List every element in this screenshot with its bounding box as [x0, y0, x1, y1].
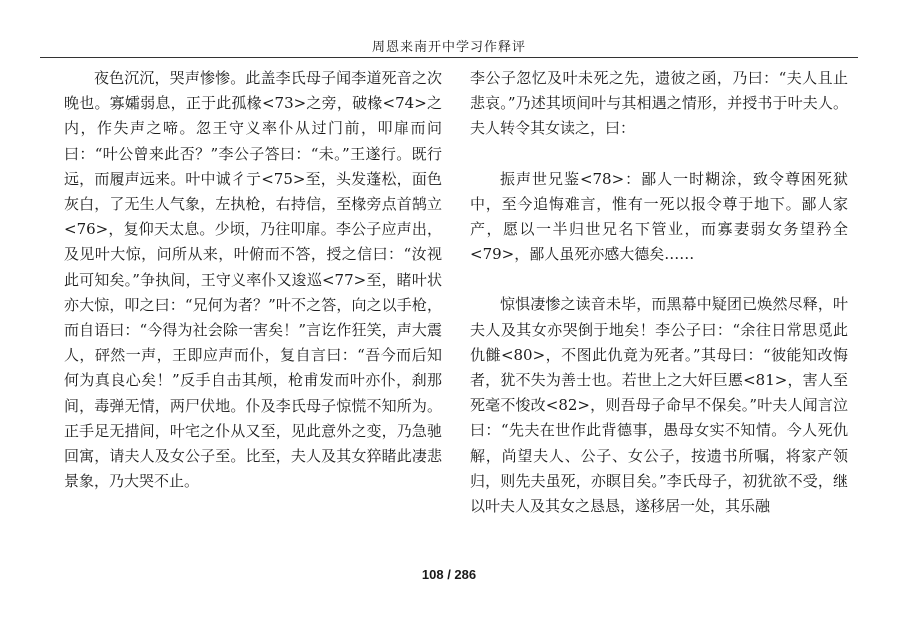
- continued-paragraph: 李公子忽忆及叶未死之先，遗彼之函，乃曰：“夫人且止悲哀。”乃述其顷间叶与其相遇之情形，并授书于叶夫人。夫人转令其女读之，曰：: [470, 69, 848, 138]
- header-rule: [40, 57, 858, 58]
- right-column: [470, 66, 848, 519]
- letter-paragraph: 振声世兄鉴<78>：鄙人一时糊涂，致令尊困死狱中，至今追悔难言，惟有一死以报令尊于地下。鄙人家产，愿以一半归世兄名下管业，而寡妻弱女务望矜全<79>，鄙人虽死亦感大德矣……: [470, 169, 848, 264]
- story-paragraph: 夜色沉沉，哭声惨惨。此盖李氏母子闻李道死音之次晚也。寡孀弱息，正于此孤椽<73>之旁，破椽<74>之内，作失声之啼。忽王守义率仆从过门前，叩扉而问曰：“叶公曾来此否？”李公子答曰：“未。”王遂行。既行远，而履声远来。叶中诚彳亍<75>至，头发蓬松，面色灰白，了无生人气象，左执枪，右持信，至椽旁点首鹄立<76>，复仰天太息。少顷，乃往叩扉。李公子应声出，及见叶大惊，问所从来，叶俯而不答，授之信曰：“汝视此可知矣。”争执间，王守义率仆又逡巡<77>至，睹叶状亦大惊，叩之曰：“兄何为者？”叶不之答，向之以手枪，而自语曰：“今得为社会除一害矣！”言讫作狂笑，声大震人，砰然一声，王即应声而仆，复自言曰：“吾今而后知何为真良心矣！”反手自击其颅，枪甫发而叶亦仆，刹那间，毒弹无情，两尸伏地。仆及李氏母子惊慌不知所为。正手足无措间，叶宅之仆从又至，见此意外之变，乃急驰回寓，请夫人及女公子至。比至，夫人及其女猝睹此凄悲景象，乃大哭不止。: [64, 69, 442, 491]
- story-paragraph: 惊惧凄惨之读音未毕，而黑幕中疑团已焕然尽释，叶夫人及其女亦哭倒于地矣！李公子曰：“余往日常思觅此仇雠<80>，不图此仇竟为死者。”其母曰：“彼能知改悔者，犹不失为善士也。若世上之大奸巨慝<81>，害人至死毫不悛改<82>，则吾母子命早不保矣。”叶夫人闻言泣曰：“先夫在世作此背德事，愚母女实不知情。今人死仇解，尚望夫人、公子、女公子，按遗书所嘱，将家产领归，则先夫虽死，亦瞑目矣。”李氏母子，初犹欲不受，继以叶夫人及其女之恳恳，遂移居一处，其乐融: [470, 295, 848, 516]
- left-column: [64, 66, 442, 494]
- running-header: 周恩来南开中学习作释评: [371, 40, 526, 55]
- page-indicator: 108 / 286: [421, 567, 477, 582]
